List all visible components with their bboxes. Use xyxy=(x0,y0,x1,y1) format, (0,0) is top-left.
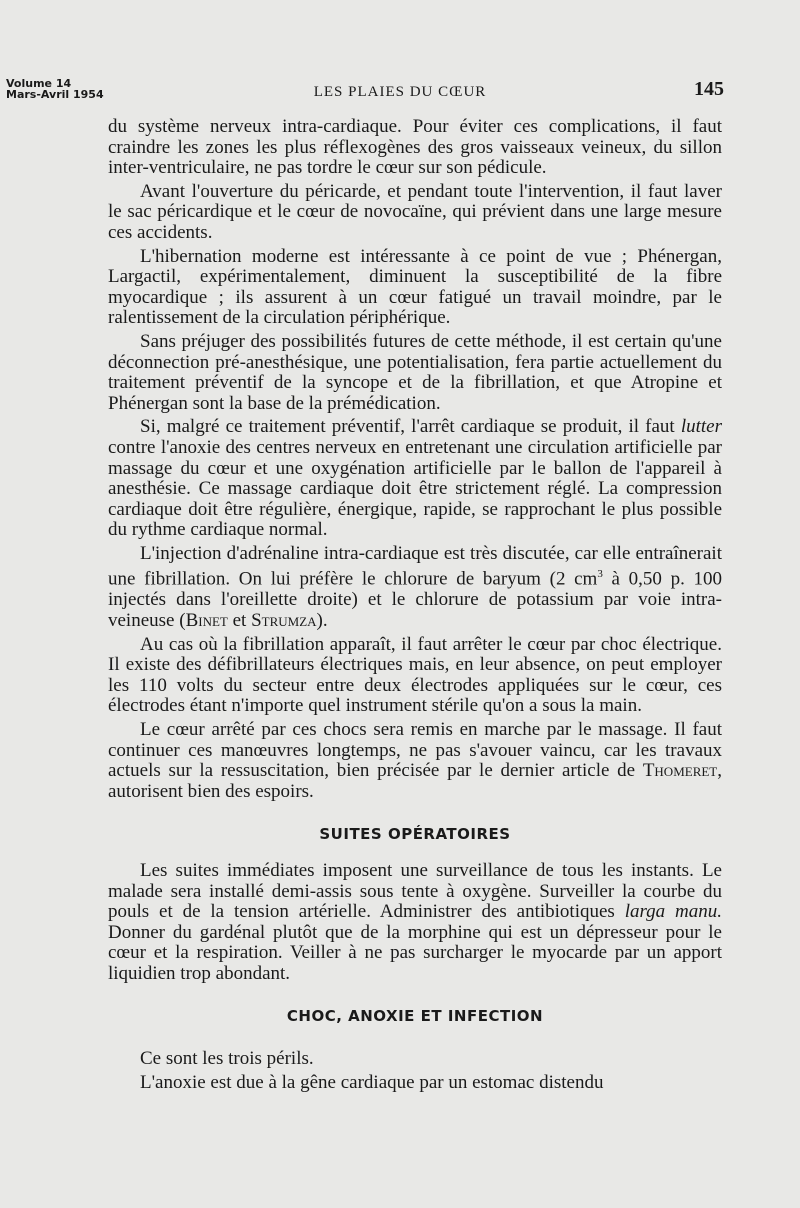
running-head xyxy=(0,76,800,104)
superscript-3: 3 xyxy=(597,568,603,581)
paragraph-9-text-rest: Donner du gardénal plutôt que de la morphine qui est un dépresseur pour le cœur et la respiration. Veiller à ne pas surcharger le myocarde par un apport liquidien trop abondant. xyxy=(108,921,722,984)
paragraph-5-text-rest: contre l'anoxie des centres nerveux en entretenant une circulation artificielle par massage du cœur et une oxygénation artificielle par le ballon de l'appareil à anesthésie. Ce massage cardiaque doit être strictement réglé. La compression cardiaque doit être régulière, énergique, rapide, se rapprochant le plus possible du rythme cardiaque normal. xyxy=(108,436,722,541)
running-title-word: CŒUR xyxy=(438,84,487,100)
section-heading-suites-operatoires: SUITES OPÉRATOIRES xyxy=(319,825,511,844)
paragraph-6-text: L'injection d'adrénaline intra-cardiaque est très discutée, car elle entraînerait une fibrillation. On lui préfère le chlorure de baryum (2 cm xyxy=(108,542,722,590)
paragraph-6-conjunction: et xyxy=(227,609,252,631)
paragraph-5-emphasis: lutter xyxy=(680,416,722,438)
paragraph-8 xyxy=(108,720,722,802)
author-strumza: Strumza xyxy=(251,609,317,631)
paragraph-6-end: ). xyxy=(316,609,328,631)
paragraph-6 xyxy=(108,544,722,632)
issue-date: Mars-Avril 1954 xyxy=(6,88,104,101)
paragraph-4: Sans préjuger des possibilités futures de cette méthode, il est certain qu'une déconnection pré-anesthésique, une potentialisation, fera partie actuellement du traitement préventif de la syncope et de la fibrillation, et que Atropine et Phénergan sont la base de la prémédication. xyxy=(108,330,722,414)
paragraph-9 xyxy=(108,861,722,985)
paragraph-7: Au cas où la fibrillation apparaît, il faut arrêter le cœur par choc électrique. Il existe des défibrillateurs électriques mais, en leur absence, on peut employer les 110 volts du secteur entre deux électrodes appliquées sur le cœur, ces électrodes étant n'importe quel instrument stérile qu'on a sous la main. xyxy=(108,633,722,717)
running-title-main: LES PLAIES DU xyxy=(313,84,439,100)
paragraph-1: du système nerveux intra-cardiaque. Pour éviter ces complications, il faut craindre les zones les plus réflexogènes des gros vaisseaux veineux, du sillon inter-ventriculaire, ne pas tordre le cœur sur son pédicule. xyxy=(108,116,722,179)
paragraph-9-emphasis: larga manu. xyxy=(624,901,722,923)
paragraph-5-text: Si, malgré ce traitement préventif, l'arrêt cardiaque se produit, il faut xyxy=(140,416,681,438)
paragraph-5 xyxy=(108,417,722,541)
author-binet: Binet xyxy=(185,609,228,631)
volume-number: Volume 14 xyxy=(6,77,72,90)
paragraph-8-text: Le cœur arrêté par ces chocs sera remis en marche par le massage. Il faut continuer ces manœuvres longtemps, ne pas s'avouer vaincu, car les travaux actuels sur la ressuscitation, bien précisée par le dernier article de xyxy=(108,718,722,782)
paragraph-6-text-rest: à 0,50 p. 100 injectés dans l'oreillette droite) et le chlorure de potassium par voie intra-veineuse ( xyxy=(108,568,723,631)
section-heading-choc-anoxie-infection: CHOC, ANOXIE ET INFECTION xyxy=(286,1007,544,1026)
paragraph-9-text: Les suites immédiates imposent une surveillance de tous les instants. Le malade sera installé demi-assis sous tente à oxygène. Surveiller la courbe du pouls et de la tension artérielle. Administrer des antibiotiques xyxy=(108,859,722,923)
author-thomeret: Thomeret xyxy=(642,760,718,782)
paragraph-8-end: , autorisent bien des espoirs. xyxy=(108,760,722,802)
page-number: 145 xyxy=(694,78,724,100)
running-title xyxy=(0,84,800,101)
paragraph-11: L'anoxie est due à la gêne cardiaque par un estomac distendu xyxy=(140,1071,604,1093)
paragraph-10: Ce sont les trois périls. xyxy=(140,1048,314,1070)
paragraph-3: L'hibernation moderne est intéressante à ce point de vue ; Phénergan, Largactil, expérimentalement, diminuent la susceptibilité de la fibre myocardique ; ils assurent à un cœur fatigué un travail moindre, par le ralentissement de la circulation périphérique. xyxy=(108,245,722,329)
paragraph-2: Avant l'ouverture du péricarde, et pendant toute l'intervention, il faut laver le sac péricardique et le cœur de novocaïne, qui prévient dans une large mesure ces accidents. xyxy=(108,180,722,243)
article-body xyxy=(108,117,722,1093)
